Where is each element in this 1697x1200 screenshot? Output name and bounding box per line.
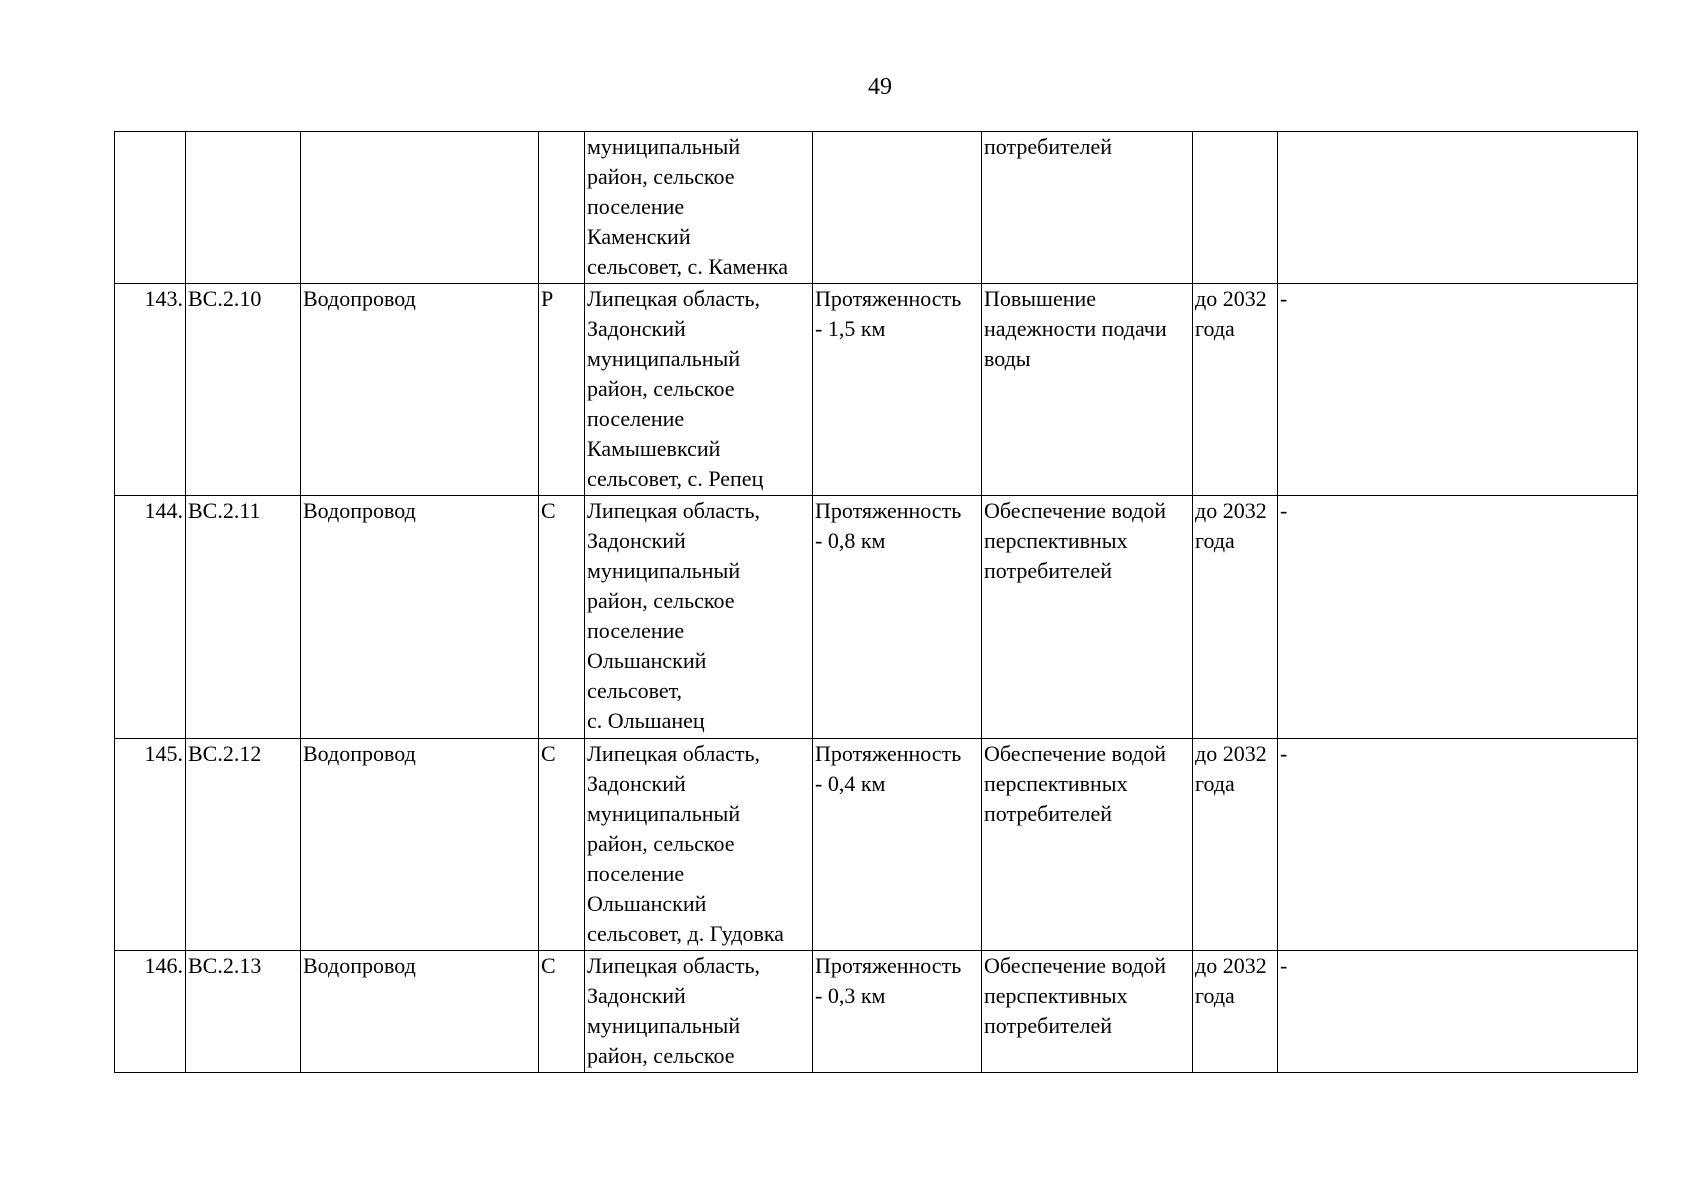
- object-type: С: [541, 741, 556, 766]
- object-note-cell: [1278, 951, 1638, 1073]
- object-capacity: Протяженность - 1,5 км: [815, 286, 962, 341]
- object-term-cell: [1193, 132, 1278, 284]
- table-row: [115, 739, 1638, 951]
- row-number: 144.: [144, 498, 183, 523]
- object-location-cell: [585, 284, 813, 496]
- object-name: Водопровод: [303, 953, 416, 978]
- object-purpose: Обеспечение водой перспективных потребителей: [984, 498, 1167, 583]
- object-capacity-cell: [813, 951, 982, 1073]
- object-code-cell: [186, 951, 301, 1073]
- object-location: Липецкая область, Задонский муниципальный район, сельское: [587, 953, 761, 1068]
- table-row: [115, 132, 1638, 284]
- object-capacity: Протяженность - 0,8 км: [815, 498, 962, 553]
- object-note-cell: [1278, 739, 1638, 951]
- object-type: С: [541, 953, 556, 978]
- object-name-cell: [301, 132, 539, 284]
- object-term-cell: [1193, 739, 1278, 951]
- object-note: -: [1280, 741, 1288, 766]
- table-row: [115, 496, 1638, 739]
- object-term-cell: [1193, 284, 1278, 496]
- row-number-cell: [115, 132, 186, 284]
- object-name-cell: [301, 951, 539, 1073]
- row-number: 143.: [144, 286, 183, 311]
- object-location-cell: [585, 496, 813, 739]
- row-number-cell: [115, 496, 186, 739]
- object-purpose: Повышение надежности подачи воды: [984, 286, 1167, 371]
- object-code: ВС.2.11: [188, 498, 261, 523]
- object-capacity-cell: [813, 496, 982, 739]
- object-purpose: потребителей: [984, 134, 1112, 159]
- object-code: ВС.2.13: [188, 953, 262, 978]
- object-location-cell: [585, 951, 813, 1073]
- object-type-cell: [539, 496, 585, 739]
- object-purpose-cell: [982, 132, 1193, 284]
- object-capacity-cell: [813, 284, 982, 496]
- row-number-cell: [115, 951, 186, 1073]
- object-code: ВС.2.12: [188, 741, 262, 766]
- object-type: Р: [541, 286, 554, 311]
- object-term-cell: [1193, 951, 1278, 1073]
- object-location-cell: [585, 132, 813, 284]
- object-code-cell: [186, 132, 301, 284]
- object-type-cell: [539, 284, 585, 496]
- object-term: до 2032 года: [1195, 953, 1267, 1008]
- object-location: Липецкая область, Задонский муниципальный район, сельское поселение Ольшанский сельсовет, д. Гудовка: [587, 741, 784, 946]
- object-term-cell: [1193, 496, 1278, 739]
- object-type-cell: [539, 132, 585, 284]
- object-purpose: Обеспечение водой перспективных потребителей: [984, 741, 1167, 826]
- row-number: 145.: [144, 741, 183, 766]
- object-code: ВС.2.10: [188, 286, 262, 311]
- object-name: Водопровод: [303, 286, 416, 311]
- object-purpose-cell: [982, 739, 1193, 951]
- row-number-cell: [115, 284, 186, 496]
- table-row: [115, 951, 1638, 1073]
- object-note: -: [1280, 286, 1288, 311]
- object-term: до 2032 года: [1195, 286, 1267, 341]
- object-term: до 2032 года: [1195, 498, 1267, 553]
- object-type-cell: [539, 739, 585, 951]
- object-capacity: Протяженность - 0,3 км: [815, 953, 962, 1008]
- object-name: Водопровод: [303, 741, 416, 766]
- object-note-cell: [1278, 496, 1638, 739]
- row-number: 146.: [144, 953, 183, 978]
- object-location-cell: [585, 739, 813, 951]
- object-location: муниципальный район, сельское поселение Каменский сельсовет, с. Каменка: [587, 134, 789, 279]
- object-capacity-cell: [813, 132, 982, 284]
- object-location: Липецкая область, Задонский муниципальный район, сельское поселение Камышевксий сельсовет, с. Репец: [587, 286, 764, 491]
- object-purpose-cell: [982, 284, 1193, 496]
- object-code-cell: [186, 496, 301, 739]
- object-name-cell: [301, 739, 539, 951]
- object-code-cell: [186, 284, 301, 496]
- row-number-cell: [115, 739, 186, 951]
- object-purpose-cell: [982, 496, 1193, 739]
- object-name-cell: [301, 284, 539, 496]
- object-capacity: Протяженность - 0,4 км: [815, 741, 962, 796]
- object-code-cell: [186, 739, 301, 951]
- object-capacity-cell: [813, 739, 982, 951]
- object-term: до 2032 года: [1195, 741, 1267, 796]
- object-type: С: [541, 498, 556, 523]
- object-purpose-cell: [982, 951, 1193, 1073]
- object-name: Водопровод: [303, 498, 416, 523]
- object-purpose: Обеспечение водой перспективных потребителей: [984, 953, 1167, 1038]
- object-note: -: [1280, 498, 1288, 523]
- objects-table: [114, 131, 1638, 1073]
- object-note: -: [1280, 953, 1288, 978]
- page-number: 49: [868, 74, 892, 100]
- table-row: [115, 284, 1638, 496]
- object-name-cell: [301, 496, 539, 739]
- table-body: [115, 132, 1638, 1073]
- object-location: Липецкая область, Задонский муниципальный район, сельское поселение Ольшанский сельсовет, с. Ольшанец: [587, 498, 761, 733]
- object-note-cell: [1278, 284, 1638, 496]
- object-type-cell: [539, 951, 585, 1073]
- object-note-cell: [1278, 132, 1638, 284]
